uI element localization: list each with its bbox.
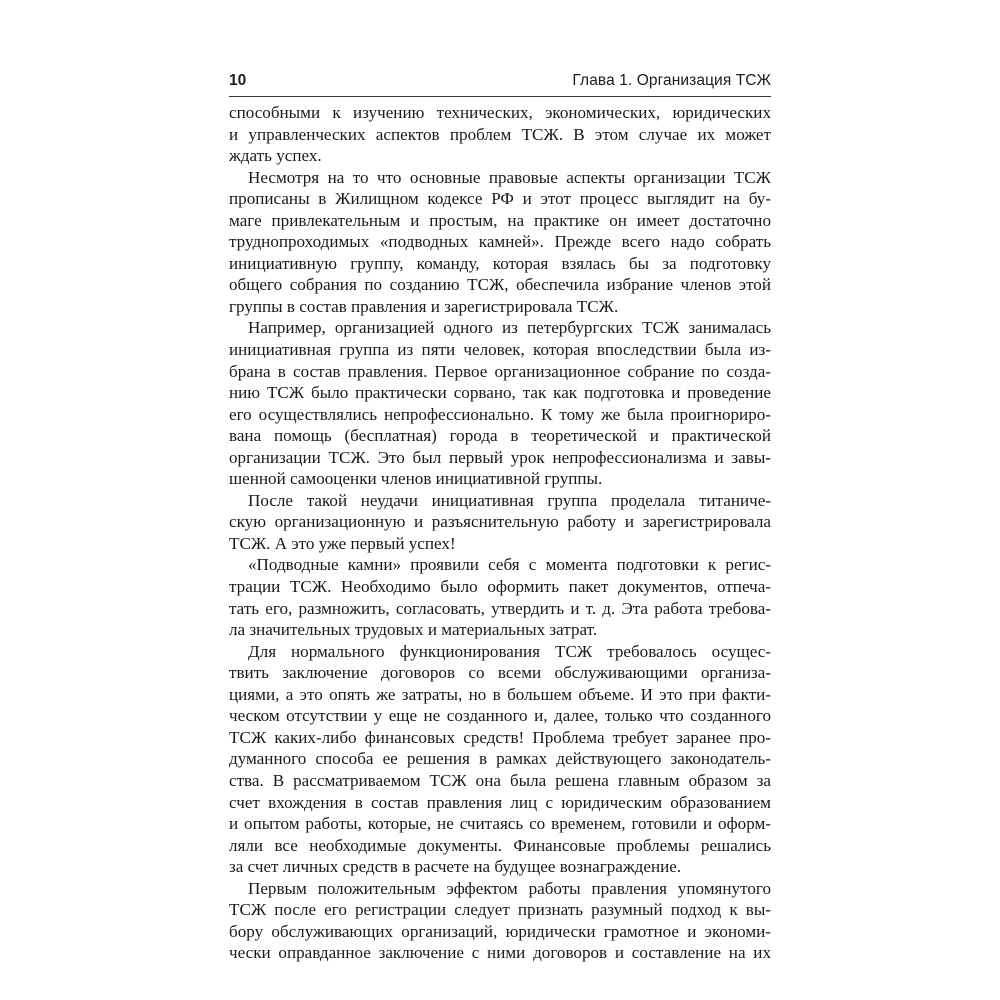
- text-line: ждать успех.: [229, 146, 322, 166]
- text-line: Например, организацией одного из петербургских ТСЖ занималась: [248, 318, 771, 338]
- paragraph: [229, 317, 771, 489]
- text-line: ТСЖ после его регистрации следует признать разумный подход к вы-: [229, 900, 771, 920]
- text-line: ческом отсутствии у еще не созданного и, далее, только что созданного: [229, 706, 771, 726]
- paragraph: [229, 490, 771, 555]
- text-line: организации ТСЖ. Это был первый урок непрофессионализма и завы-: [229, 447, 771, 467]
- running-head: [229, 68, 771, 94]
- text-line: ТСЖ. А это уже первый успех!: [229, 533, 456, 553]
- header-rule: [229, 96, 771, 97]
- text-line: ляли все необходимые документы. Финансовые проблемы решались: [229, 835, 771, 855]
- text-line: шенной самооценки членов инициативной группы.: [229, 469, 603, 489]
- text-line: Первым положительным эффектом работы правления упомянутого: [248, 878, 771, 898]
- paragraph: [229, 878, 771, 964]
- text-line: ла значительных трудовых и материальных затрат.: [229, 620, 598, 640]
- paragraph: [229, 167, 771, 318]
- text-line: циями, а это опять же затраты, но в большем объеме. И это при факти-: [229, 684, 771, 704]
- text-line: за счет личных средств в расчете на будущее вознаграждение.: [229, 857, 682, 877]
- text-line: Несмотря на то что основные правовые аспекты организации ТСЖ: [248, 167, 771, 187]
- text-line: и управленческих аспектов проблем ТСЖ. В этом случае их может: [229, 124, 771, 144]
- text-line: чески оправданное заключение с ними договоров и составление на их: [229, 943, 771, 963]
- text-line: счет вхождения в состав правления лиц с юридическим образованием: [229, 792, 771, 812]
- text-line: маге привлекательным и простым, на практике он имеет достаточно: [229, 210, 771, 230]
- text-line: и опытом работы, которые, не считаясь со временем, готовили и оформ-: [229, 814, 771, 834]
- text-line: ства. В рассматриваемом ТСЖ она была решена главным образом за: [229, 770, 771, 790]
- text-line: труднопроходимых «подводных камней». Прежде всего надо собрать: [229, 232, 771, 252]
- text-line: После такой неудачи инициативная группа проделала титаниче-: [248, 490, 771, 510]
- text-line: скую организационную и разъяснительную работу и зарегистрировала: [229, 512, 771, 532]
- text-line: нию ТСЖ было практически сорвано, так как подготовка и проведение: [229, 383, 771, 403]
- text-line: его осуществлялись непрофессионально. К тому же была проигнориро-: [229, 404, 771, 424]
- text-line: трации ТСЖ. Необходимо было оформить пакет документов, отпеча-: [229, 577, 771, 597]
- text-line: ТСЖ каких-либо финансовых средств! Проблема требует заранее про-: [229, 727, 771, 747]
- text-line: бору обслуживающих организаций, юридически грамотное и экономи-: [229, 921, 771, 941]
- text-line: общего собрания по созданию ТСЖ, обеспечила избрание членов этой: [229, 275, 771, 295]
- paragraph: [229, 641, 771, 878]
- page-number: 10: [229, 72, 247, 89]
- text-line: инициативная группа из пяти человек, которая впоследствии была из-: [229, 340, 771, 360]
- text-line: Для нормального функционирования ТСЖ требовалось осущес-: [248, 641, 771, 661]
- body-text: [229, 102, 771, 964]
- text-line: инициативную группу, команду, которая взялась бы за подготовку: [229, 253, 771, 273]
- text-line: «Подводные камни» проявили себя с момента подготовки к регис-: [248, 555, 771, 575]
- text-line: прописаны в Жилищном кодексе РФ и этот процесс выглядит на бу-: [229, 189, 771, 209]
- paragraph: [229, 554, 771, 640]
- text-line: способными к изучению технических, экономических, юридических: [229, 103, 771, 122]
- chapter-title: Глава 1. Организация ТСЖ: [572, 72, 771, 89]
- text-line: брана в состав правления. Первое организационное собрание по созда-: [229, 361, 771, 381]
- paragraph: [229, 102, 771, 167]
- text-line: вана помощь (бесплатная) города в теоретической и практической: [229, 426, 771, 446]
- text-line: тать его, размножить, согласовать, утвердить и т. д. Эта работа требова-: [229, 598, 771, 618]
- text-line: думанного способа ее решения в рамках действующего законодатель-: [229, 749, 771, 769]
- text-line: твить заключение договоров со всеми обслуживающими организа-: [229, 663, 771, 683]
- text-line: группы в состав правления и зарегистрировала ТСЖ.: [229, 296, 619, 316]
